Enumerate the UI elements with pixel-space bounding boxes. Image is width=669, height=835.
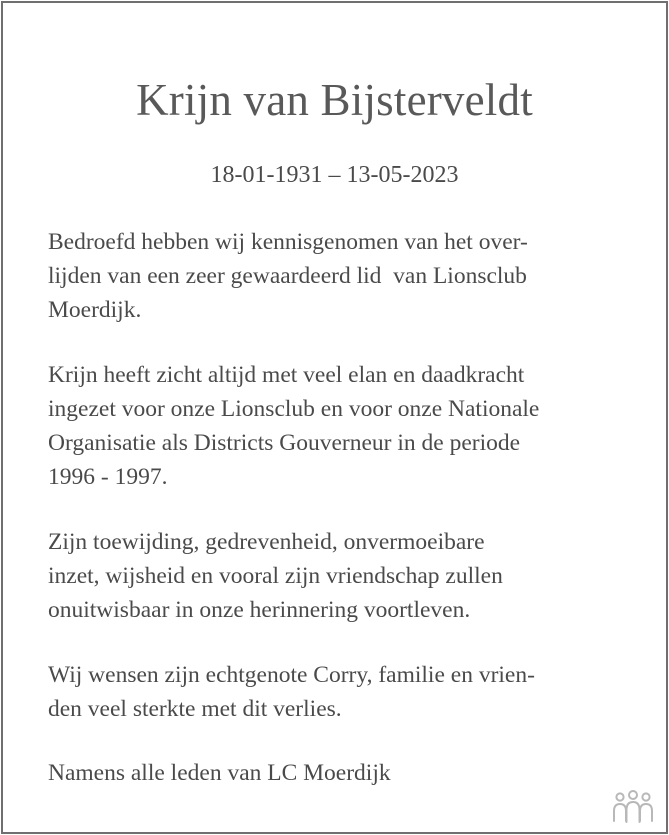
text-line: lijden van een zeer gewaardeerd lid van Lionsclub bbox=[48, 263, 527, 289]
text-line: onuitwisbaar in onze herinnering voortleven. bbox=[48, 597, 471, 623]
text-line: Krijn heeft zicht altijd met veel elan en daadkracht bbox=[48, 362, 525, 388]
life-dates: 18-01-1931 – 13-05-2023 bbox=[210, 162, 459, 188]
text-line: Organisatie als Districts Gouverneur in de periode bbox=[48, 430, 521, 456]
text-line: Zijn toewijding, gedrevenheid, onvermoeibare bbox=[48, 529, 485, 555]
paragraph-announcement bbox=[48, 225, 638, 327]
signature-line bbox=[48, 756, 638, 790]
deceased-name: Krijn van Bijsterveldt bbox=[136, 75, 533, 125]
text-line: Moerdijk. bbox=[48, 297, 142, 323]
paragraph-condolence bbox=[48, 658, 638, 726]
paragraph-remembrance bbox=[48, 525, 638, 627]
text-line: den veel sterkte met dit verlies. bbox=[48, 696, 342, 722]
text-line: ingezet voor onze Lionsclub en voor onze Nationale bbox=[48, 396, 540, 422]
people-group-icon bbox=[611, 789, 655, 823]
text-line: Bedroefd hebben wij kennisgenomen van het over- bbox=[48, 229, 528, 255]
paragraph-tribute bbox=[48, 358, 638, 494]
text-line: inzet, wijsheid en vooral zijn vriendschap zullen bbox=[48, 563, 503, 589]
text-line: Namens alle leden van LC Moerdijk bbox=[48, 760, 391, 786]
text-line: Wij wensen zijn echtgenote Corry, familie en vrien- bbox=[48, 662, 535, 688]
text-line: 1996 - 1997. bbox=[48, 464, 168, 490]
